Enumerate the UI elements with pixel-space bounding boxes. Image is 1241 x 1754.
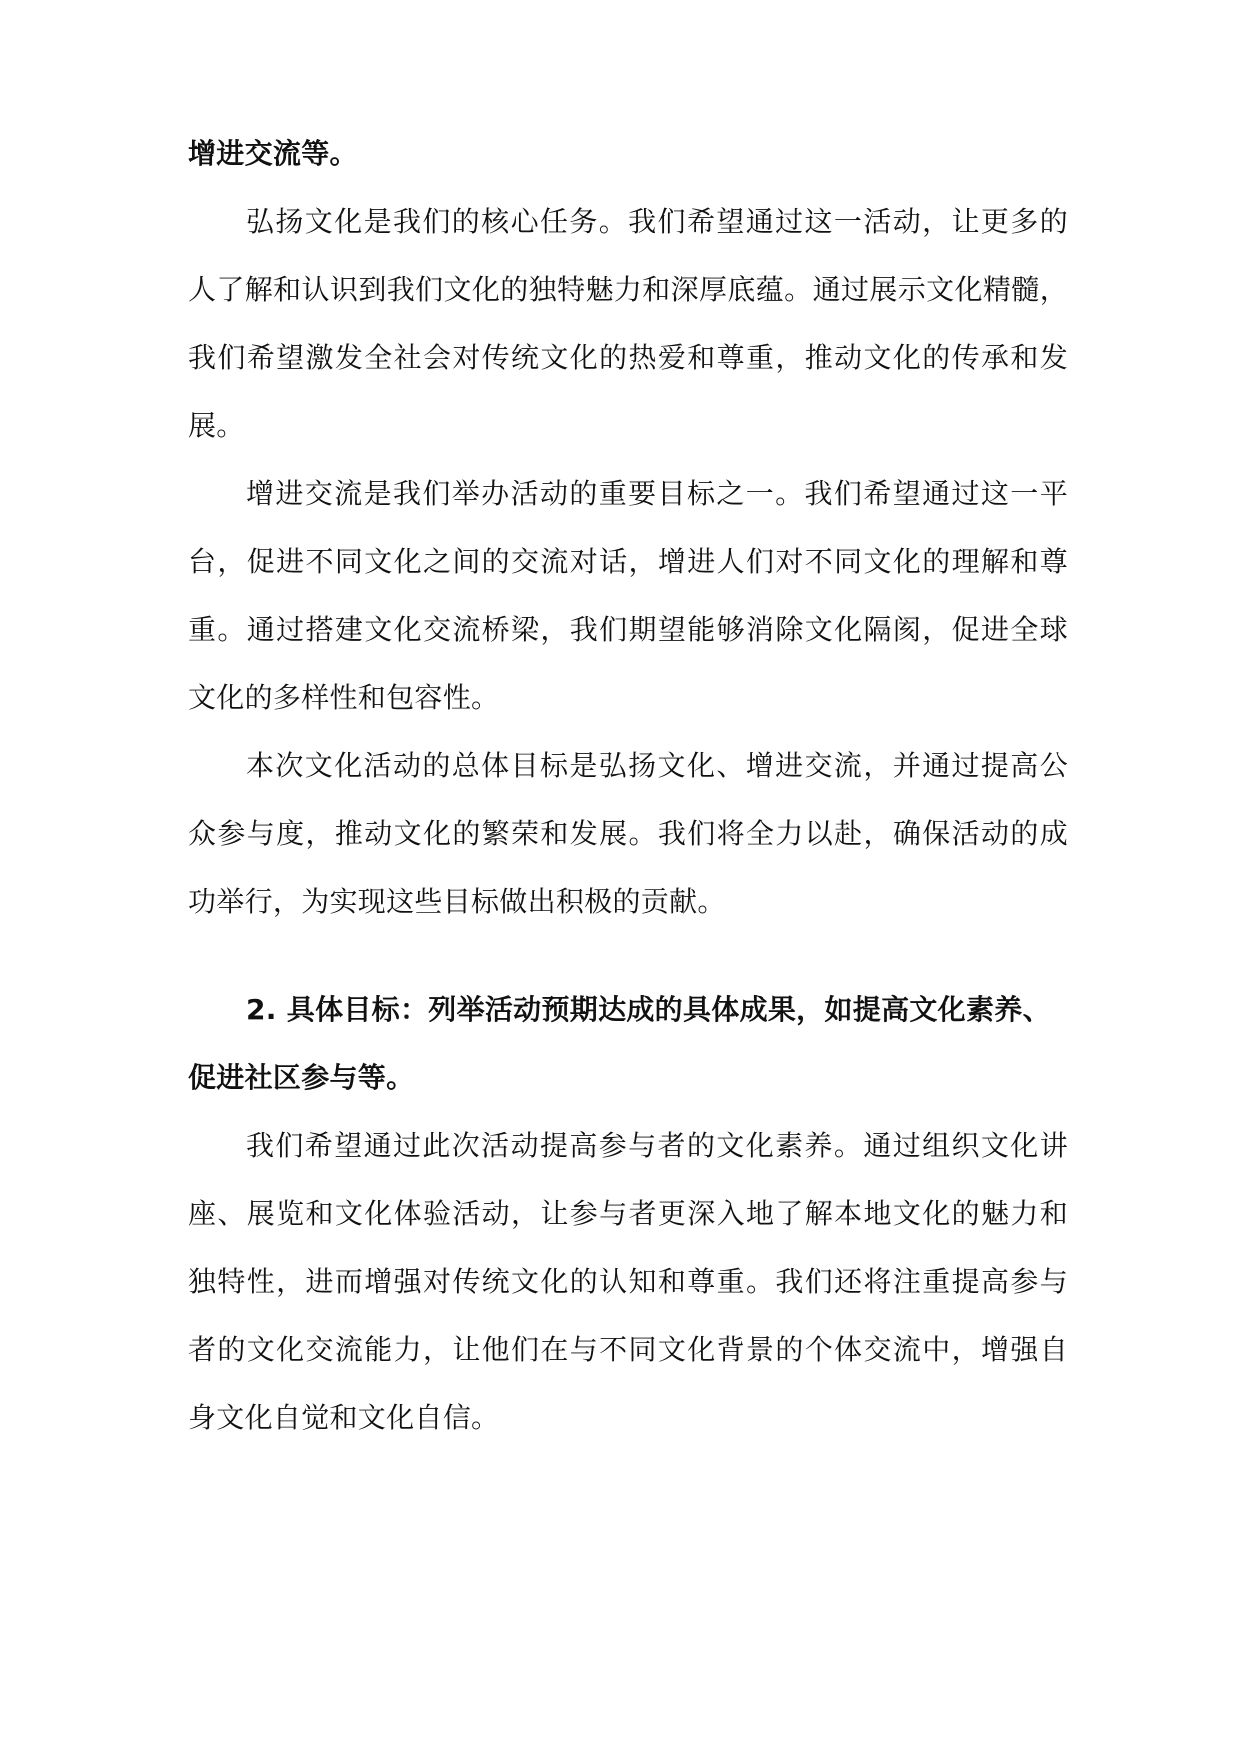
paragraph-line: 台，促进不同文化之间的交流对话，增进人们对不同文化的理解和尊 — [188, 545, 1068, 578]
paragraph-line: 身文化自觉和文化自信。 — [188, 1401, 500, 1434]
paragraph-line: 座、展览和文化体验活动，让参与者更深入地了解本地文化的魅力和 — [188, 1197, 1068, 1230]
paragraph-line: 人了解和认识到我们文化的独特魅力和深厚底蕴。通过展示文化精髓， — [188, 273, 1068, 306]
paragraph-line: 者的文化交流能力，让他们在与不同文化背景的个体交流中，增强自 — [188, 1333, 1068, 1366]
paragraph-line: 展。 — [188, 409, 245, 442]
paragraph-line: 重。通过搭建文化交流桥梁，我们期望能够消除文化隔阂，促进全球 — [188, 613, 1068, 646]
paragraph-line: 本次文化活动的总体目标是弘扬文化、增进交流，并通过提高公 — [246, 749, 1068, 782]
paragraph-line: 我们希望通过此次活动提高参与者的文化素养。通过组织文化讲 — [246, 1129, 1068, 1162]
paragraph-line: 增进交流是我们举办活动的重要目标之一。我们希望通过这一平 — [246, 477, 1068, 510]
section1-heading-tail: 增进交流等。 — [188, 137, 358, 170]
heading-line: 2. 具体目标：列举活动预期达成的具体成果，如提高文化素养、 — [246, 993, 1051, 1026]
paragraph-line: 文化的多样性和包容性。 — [188, 681, 500, 714]
paragraph-line: 众参与度，推动文化的繁荣和发展。我们将全力以赴，确保活动的成 — [188, 817, 1068, 850]
paragraph-line: 弘扬文化是我们的核心任务。我们希望通过这一活动，让更多的 — [246, 205, 1068, 238]
paragraph-line: 我们希望激发全社会对传统文化的热爱和尊重，推动文化的传承和发 — [188, 341, 1068, 374]
paragraph-line: 功举行，为实现这些目标做出积极的贡献。 — [188, 885, 726, 918]
heading-line: 促进社区参与等。 — [188, 1061, 415, 1094]
paragraph-line: 独特性，进而增强对传统文化的认知和尊重。我们还将注重提高参与 — [188, 1265, 1068, 1298]
